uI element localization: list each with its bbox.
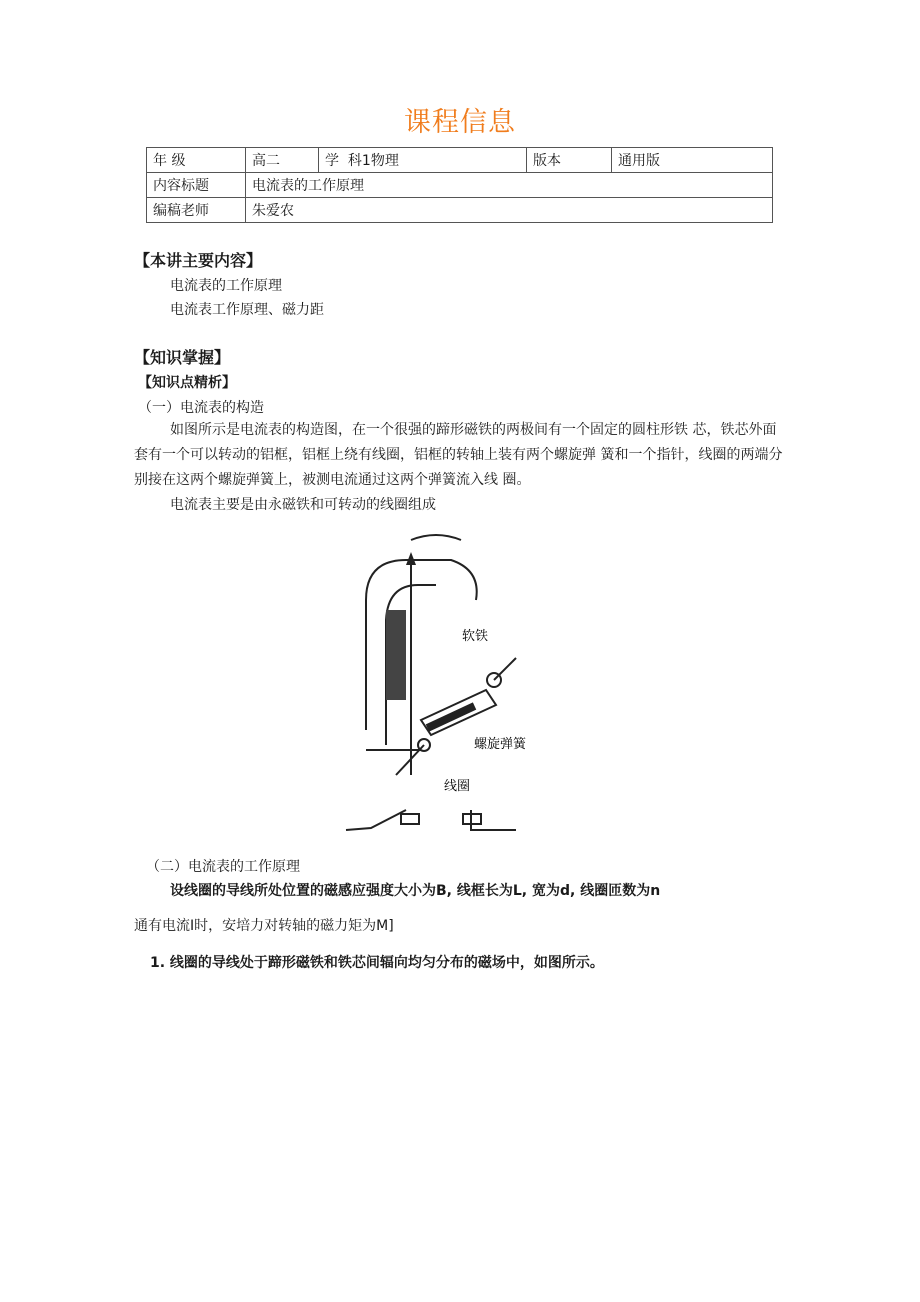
part1-paragraph: 如图所示是电流表的构造图，在一个很强的蹄形磁铁的两极间有一个固定的圆柱形铁 芯，铁芯外面套有一个可以转动的铝框，铝框上绕有线圈，铝框的转轴上装有两个螺旋弹 簧和一个指针，线圈的两端分别接在这两个螺旋弹簧上，被测电流通过这两个弹簧流入线 圈。 [134,422,783,488]
main-content-item: 电流表的工作原理 [170,278,282,294]
grade-label: 年 级 [147,148,246,173]
part1-summary: 电流表主要是由永磁铁和可转动的线圈组成 [170,497,436,513]
main-content-heading: 【本讲主要内容】 [134,251,263,270]
terminal-left [401,814,419,824]
table-row [147,148,773,173]
part2-line1: 设线圈的导线所处位置的磁感应强度大小为B, 线框长为L, 宽为d, 线圈匝数为n [170,883,661,899]
page-title: 课程信息 [404,107,516,138]
editor-value: 朱爱农 [246,198,773,223]
label-coil: 线圈 [444,779,471,794]
part2-title: （二）电流表的工作原理 [146,859,300,875]
part2-line2: 通有电流I时，安培力对转轴的磁力矩为M] [134,918,394,934]
topic-label: 内容标题 [147,173,246,198]
main-content-item: 电流表工作原理、磁力距 [170,302,324,318]
ammeter-structure-diagram [326,530,526,840]
table-row [147,198,773,223]
grade-value: 高二 [246,148,319,173]
subject-value: 1物理 [361,153,399,169]
knowledge-subheading: 【知识点精析】 [138,375,236,391]
subject-label: 学 科 [325,153,362,169]
editor-label: 编稿老师 [147,198,246,223]
version-value: 通用版 [612,148,773,173]
point-1: 1. 线圈的导线处于蹄形磁铁和铁芯间辐向均匀分布的磁场中，如图所示。 [150,955,604,971]
course-info-table [146,147,773,223]
scale-arc [411,535,461,540]
table-row [147,173,773,198]
version-label: 版本 [527,148,612,173]
label-spring: 螺旋弹簧 [474,737,526,752]
part1-title: （一）电流表的构造 [138,400,264,416]
label-soft-iron: 软铁 [462,629,489,644]
subject-cell [319,148,527,173]
knowledge-heading: 【知识掌握】 [134,348,231,367]
topic-value: 电流表的工作原理 [246,173,773,198]
